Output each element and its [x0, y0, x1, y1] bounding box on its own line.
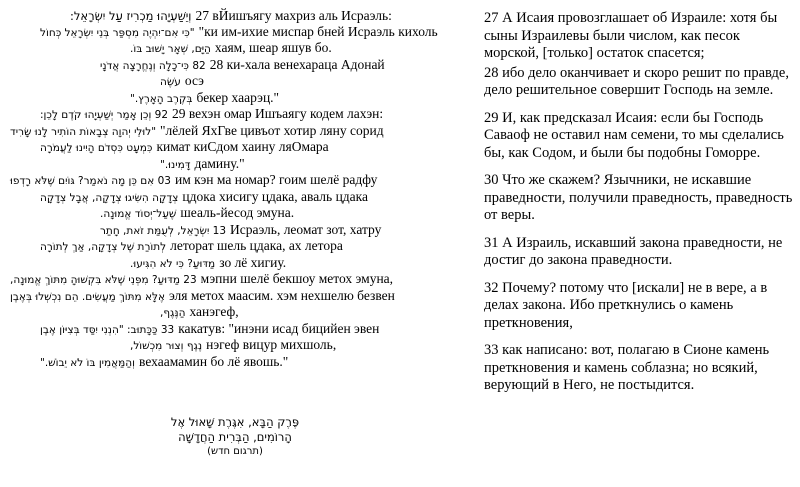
transliteration-text: ханэгеф,: [189, 304, 239, 319]
russian-translation-column: [476, 8, 794, 397]
transliteration-text: мэпни шелё бекшоу метох эмуна,: [200, 271, 394, 286]
transliteration-text: осэ: [184, 73, 204, 88]
russian-paragraph: 33 как написано: вот, полагаю в Сионе камень преткновения и камень соблазна; но всякий, верующий в Него, не постыдится.: [484, 342, 770, 393]
verse-line: [10, 8, 470, 24]
transliteration-text: вехаамамин бо лё явошь.": [139, 353, 289, 369]
hebrew-text: כִּמְעָט כִּסְדֹם הָיִינוּ לַעֲמֹרָה: [40, 142, 153, 154]
russian-paragraph: 29 И, как предсказал Исаия: если бы Господь Саваоф не оставил нам семени, то мы сделались бы, как Содом, и были бы подобны Гоморре.: [484, 109, 784, 161]
hebrew-text: שֶׁעַל־יְסוֹד אֱמוּנָה.: [100, 208, 177, 220]
hebrew-text: צְדָקָה הִשִּׂיגוּ צְדָקָה, אֲבָל צְדָקָה: [40, 191, 179, 204]
hebrew-text: וְיֵשַׁעְיָהוּ מַכְרִיז עַל יִשְׂרָאֵל:: [70, 9, 192, 23]
verse-line: [10, 288, 470, 305]
transliteration-text: 27 вЙишъягу махриз аль Исраэль:: [195, 8, 392, 23]
hebrew-text: לְתוֹרַת שֶׁל צְדָקָה, אַךְ לְתוֹרָה: [40, 241, 167, 253]
transliteration-text: "лёлей ЯхГве цивъот хотир ляну сорид: [160, 122, 384, 138]
transliteration-text: дамину.": [194, 155, 245, 171]
transliteration-text: эля метох маасим. хэм нехшелю безвен: [169, 287, 395, 303]
transliteration-text: зо лё хигиу.: [219, 254, 287, 270]
verse-line: [10, 222, 470, 239]
hebrew-text: 30 אִם כֵּן מָה נֹאמַר? גּוֹיִם שֶׁלֹּא רָדְפוּ: [10, 175, 171, 187]
transliteration-text: нэгеф вицур михшоль,: [206, 337, 337, 352]
verse-line: [10, 321, 470, 338]
verse-line: [10, 354, 470, 371]
russian-paragraph: 27 А Исаия провозглашает об Израиле: хотя бы сыны Израилевы были числом, как песок морской, [только] остаток спасется;: [484, 10, 778, 61]
hebrew-text: אֶלָּא מִתּוֹךְ מַעֲשִׂים. הֵם נִכְשְׁלוּ בְּאֶבֶן: [10, 290, 165, 303]
colophon-line-1: פֶּרֶק הַבָּא, אִגֶּרֶת שָׁאוּל אֶל: [170, 415, 300, 429]
verse-line: [10, 73, 470, 90]
verse-line: [10, 106, 470, 123]
russian-paragraph: 32 Почему? потому что [искали] не в вере, а в делах закона. Ибо преткнулись о камень преткновения,: [484, 279, 768, 331]
transliteration-text: шеаль-йесод эмуна.: [180, 205, 295, 220]
hebrew-text: "כִּי אִם־יִהְיֶה מִסְפַּר בְּנֵי יִשְׂרָאֵל כְּחוֹל: [40, 26, 195, 39]
hebrew-text: הַנֶּגֶף,: [160, 307, 186, 319]
hebrew-text: 33 כַּכָּתוּב: "הִנְנִי יִסַּד בְּצִיּוֹן אֶבֶן: [40, 323, 175, 336]
verse-line: [10, 271, 470, 288]
hebrew-text: 29 וְכֵן אָמַר יְשַׁעְיָהוּ קֹדֶם לָכֵן:: [40, 109, 168, 121]
colophon-line-2: הָרוֹמִים, הַבְּרִית הַחֲדָשָׁה: [178, 430, 292, 444]
verse-line: [10, 123, 470, 140]
hebrew-text: 31 יִשְׂרָאֵל, לְעֻמַּת זֹאת, חָתַר: [100, 224, 227, 237]
hebrew-text: מַדּוּעַ? כִּי לֹא הִגִּיעוּ.: [130, 257, 216, 270]
hebrew-text: בְּקֶרֶב הָאָרֶץ.": [130, 92, 193, 105]
verse-line: [10, 255, 470, 272]
colophon-line-3: (תרגום חדש): [207, 446, 263, 457]
transliteration-text: бекер хаарэц.": [196, 89, 280, 105]
transliteration-text: кимат киСдом хаину ляОмара: [156, 139, 329, 154]
transliteration-text: хаям, шеар яшув бо.: [214, 40, 332, 55]
verse-line: [10, 172, 470, 189]
verse-line: [10, 238, 470, 255]
hebrew-text: דָּמִינוּ.": [160, 158, 191, 171]
russian-paragraph: 30 Что же скажем? Язычники, не искавшие праведности, получили праведность, праведность от веры.: [484, 172, 793, 223]
transliteration-text: им кэн ма номар? гоим шелё радфу: [174, 172, 378, 187]
verse-line: [10, 205, 470, 222]
transliteration-text: "ки им-ихие миспар бней Исраэль кихоль: [198, 23, 438, 39]
verse-line: [10, 337, 470, 354]
verse-line: [10, 24, 470, 41]
hebrew-text: הַיָּם, שְׁאָר יָשׁוּב בּוֹ.: [130, 43, 211, 55]
hebrew-text: עֹשֶׂה: [160, 76, 181, 88]
hebrew-text: 32 מַדּוּעַ? מִפְּנֵי שֶׁלֹּא בִּקְשׁוּהָ מִתּוֹךְ אֱמוּנָה,: [10, 274, 197, 286]
verse-line: [10, 40, 470, 57]
russian-paragraph: 28 ибо дело оканчивает и скоро решит по правде, дело решительное совершит Господь на земле.: [484, 64, 789, 98]
hebrew-text: וְהַמַּאֲמִין בּוֹ לֹא יֵבוֹשׁ.": [40, 356, 136, 369]
verse-line: [10, 156, 470, 173]
verse-line: [10, 57, 470, 74]
russian-paragraph: 31 А Израиль, искавший закона праведности, не достиг до закона праведности.: [484, 234, 783, 268]
verse-line: [10, 139, 470, 156]
transliteration-text: какатув: "инэни исад бицийен эвен: [178, 320, 380, 336]
hebrew-text: נֶגֶף וְצוּר מִכְשׁוֹל,: [130, 340, 203, 352]
verse-line: [10, 304, 470, 321]
transliteration-text: леторат шель цдака, ах летора: [170, 238, 343, 253]
hebrew-transliteration-column: [6, 8, 476, 457]
hebrew-text: "לוּלֵי יְהוָה צְבָאוֹת הוֹתִיר לָנוּ שָׂרִיד: [10, 125, 157, 138]
transliteration-text: Исраэль, леомат зот, хатру: [230, 221, 382, 237]
hebrew-text: 28 כִּי־כָלָה וְנֶחֱרָצָה אֲדֹנָי: [100, 59, 206, 72]
verse-line: [10, 90, 470, 107]
transliteration-text: 29 вехэн омар Ишъаягу кодем лахэн:: [172, 106, 384, 121]
verse-line: [10, 189, 470, 206]
transliteration-text: 28 ки-хала венехараца Адонай: [209, 56, 385, 72]
colophon: [0, 415, 470, 459]
transliteration-text: цдока хисигу цдака, аваль цдака: [182, 188, 369, 204]
